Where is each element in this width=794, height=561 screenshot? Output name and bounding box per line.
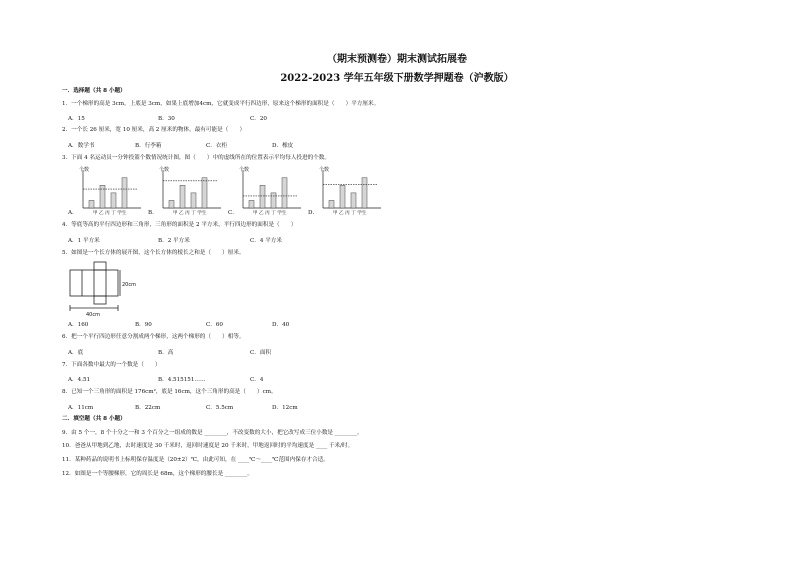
q4-option-b[interactable]: B．2 平方米: [158, 238, 190, 244]
q7-option-b[interactable]: B．4.515151……: [158, 377, 206, 383]
page-subtitle: 2022-2023 学年五年级下册数学押题卷（沪教版）: [280, 73, 514, 84]
q5-option-b[interactable]: B．90: [135, 322, 152, 328]
q7-option-c[interactable]: C．4: [250, 377, 264, 383]
chart-bar: [271, 193, 276, 208]
chart-y-label: 个数: [319, 167, 330, 173]
chart-y-label: 个数: [159, 167, 170, 173]
q5-option-a[interactable]: A．160: [68, 322, 89, 328]
section-choice: 一．选择题（共 8 小题）: [62, 88, 126, 94]
question-12: 12．如图是一个等腰梯形，它的周长是 68m，这个梯形的腰长是 ________。: [62, 471, 253, 477]
chart-x-label: 甲 乙 丙 丁 学生: [173, 211, 207, 216]
q8-option-a[interactable]: A．11cm: [68, 405, 94, 411]
q8-option-d[interactable]: D．12cm: [272, 405, 298, 411]
q3-option-b[interactable]: B．: [148, 210, 158, 216]
q6-option-a[interactable]: A．底: [68, 350, 84, 356]
chart-bar: [122, 178, 127, 208]
chart-bar: [260, 185, 265, 208]
q2-option-d[interactable]: D．橡皮: [272, 143, 294, 149]
q8-option-b[interactable]: B．22cm: [135, 405, 161, 411]
section-fill: 二．填空题（共 8 小题）: [62, 416, 126, 422]
question-3: 3．下面 4 名运动员一分钟投篮个数情况统计图，图（ ）中的虚线所在的位置表示平均每人投进的个数。: [62, 155, 330, 161]
cuboid-height-label: 20cm: [122, 282, 136, 288]
q5-option-d[interactable]: D．40: [272, 322, 290, 328]
q1-option-a[interactable]: A．15: [68, 116, 85, 122]
q6-option-c[interactable]: C．面积: [250, 350, 272, 356]
question-1: 1．一个梯形的高是 3cm，上底是 3cm，如果上底增加4cm，它就变成平行四边形，原来这个梯形的面积是（ ）平方厘米。: [62, 101, 380, 107]
question-4: 4．等底等高的平行四边形和三角形，三角形的面积是 2 平方米，平行四边形的面积是（ ）: [62, 222, 297, 228]
cuboid-net-figure: [68, 258, 148, 318]
chart-x-label: 甲 乙 丙 丁 学生: [93, 211, 127, 216]
q2-option-a[interactable]: A．数学书: [68, 143, 95, 149]
chart-bar: [100, 185, 105, 208]
chart-bar: [169, 200, 174, 208]
chart-x-label: 甲 乙 丙 丁 学生: [253, 211, 287, 216]
question-10: 10．爸爸从甲地到乙地，去时速度是 30 千米时，返回时速度是 20 千米时，甲地返回时的平均速度是 ____ 千米/时。: [62, 443, 354, 449]
question-9: 9．由 5 个一，8 个十分之一和 3 个百分之一组成的数是 ________，不改变数的大小，把它改写成三位小数是 ________。: [62, 430, 363, 436]
chart-y-label: 个数: [239, 167, 250, 173]
chart-x-label: 甲 乙 丙 丁 学生: [333, 211, 367, 216]
chart-bar: [191, 193, 196, 208]
q3-option-a[interactable]: A．: [68, 210, 78, 216]
chart-bar: [329, 200, 334, 208]
q3-option-d[interactable]: D．: [308, 210, 319, 216]
chart-bar: [111, 193, 116, 208]
q1-option-c[interactable]: C．20: [250, 116, 267, 122]
question-11: 11．某种药品的说明书上标明保存温度是（20±2）℃，由此可知，在 ____℃～____℃范围内保存才合适。: [62, 457, 329, 463]
cuboid-width-label: 40cm: [86, 312, 100, 318]
question-8: 8．已知一个三角形的面积是 176cm²，底是 16cm，这个三角形的高是（ ）cm。: [62, 389, 277, 395]
chart-bar: [249, 200, 254, 208]
q4-option-a[interactable]: A．1 平方米: [68, 238, 100, 244]
chart-bar: [202, 178, 207, 208]
q5-option-c[interactable]: C．60: [206, 322, 223, 328]
question-2: 2．一个长 26 厘米，宽 10 厘米，高 2 厘米的物体，最有可能是（ ）: [62, 127, 246, 133]
q7-option-a[interactable]: A．4.51: [68, 377, 91, 383]
chart-bar: [282, 178, 287, 208]
chart-bar: [351, 193, 356, 208]
q3-option-c[interactable]: C．: [228, 210, 238, 216]
q3-chart-a: [75, 166, 151, 216]
page-title: （期末预测卷）期末测试拓展卷: [327, 54, 467, 65]
chart-bar: [340, 185, 345, 208]
question-6: 6．把一个平行四边形任意分割成两个梯形，这两个梯形的（ ）相等。: [62, 334, 245, 340]
q8-option-c[interactable]: C．5.5cm: [206, 405, 234, 411]
q3-chart-d: [315, 166, 391, 216]
question-5: 5．如图是一个长方体的展开图，这个长方体的棱长之和是（ ）厘米。: [62, 250, 245, 256]
q2-option-b[interactable]: B．行李箱: [135, 143, 162, 149]
chart-y-label: 个数: [79, 167, 90, 173]
chart-bar: [180, 185, 185, 208]
chart-bar: [362, 178, 367, 208]
chart-bar: [89, 200, 94, 208]
question-7: 7．下面各数中最大的一个数是（ ）: [62, 362, 161, 368]
q3-chart-c: [235, 166, 311, 216]
q2-option-c[interactable]: C．衣柜: [206, 143, 228, 149]
q1-option-b[interactable]: B．30: [158, 116, 175, 122]
q6-option-b[interactable]: B．高: [158, 350, 174, 356]
q3-chart-b: [155, 166, 231, 216]
q4-option-c[interactable]: C．4 平方米: [250, 238, 282, 244]
